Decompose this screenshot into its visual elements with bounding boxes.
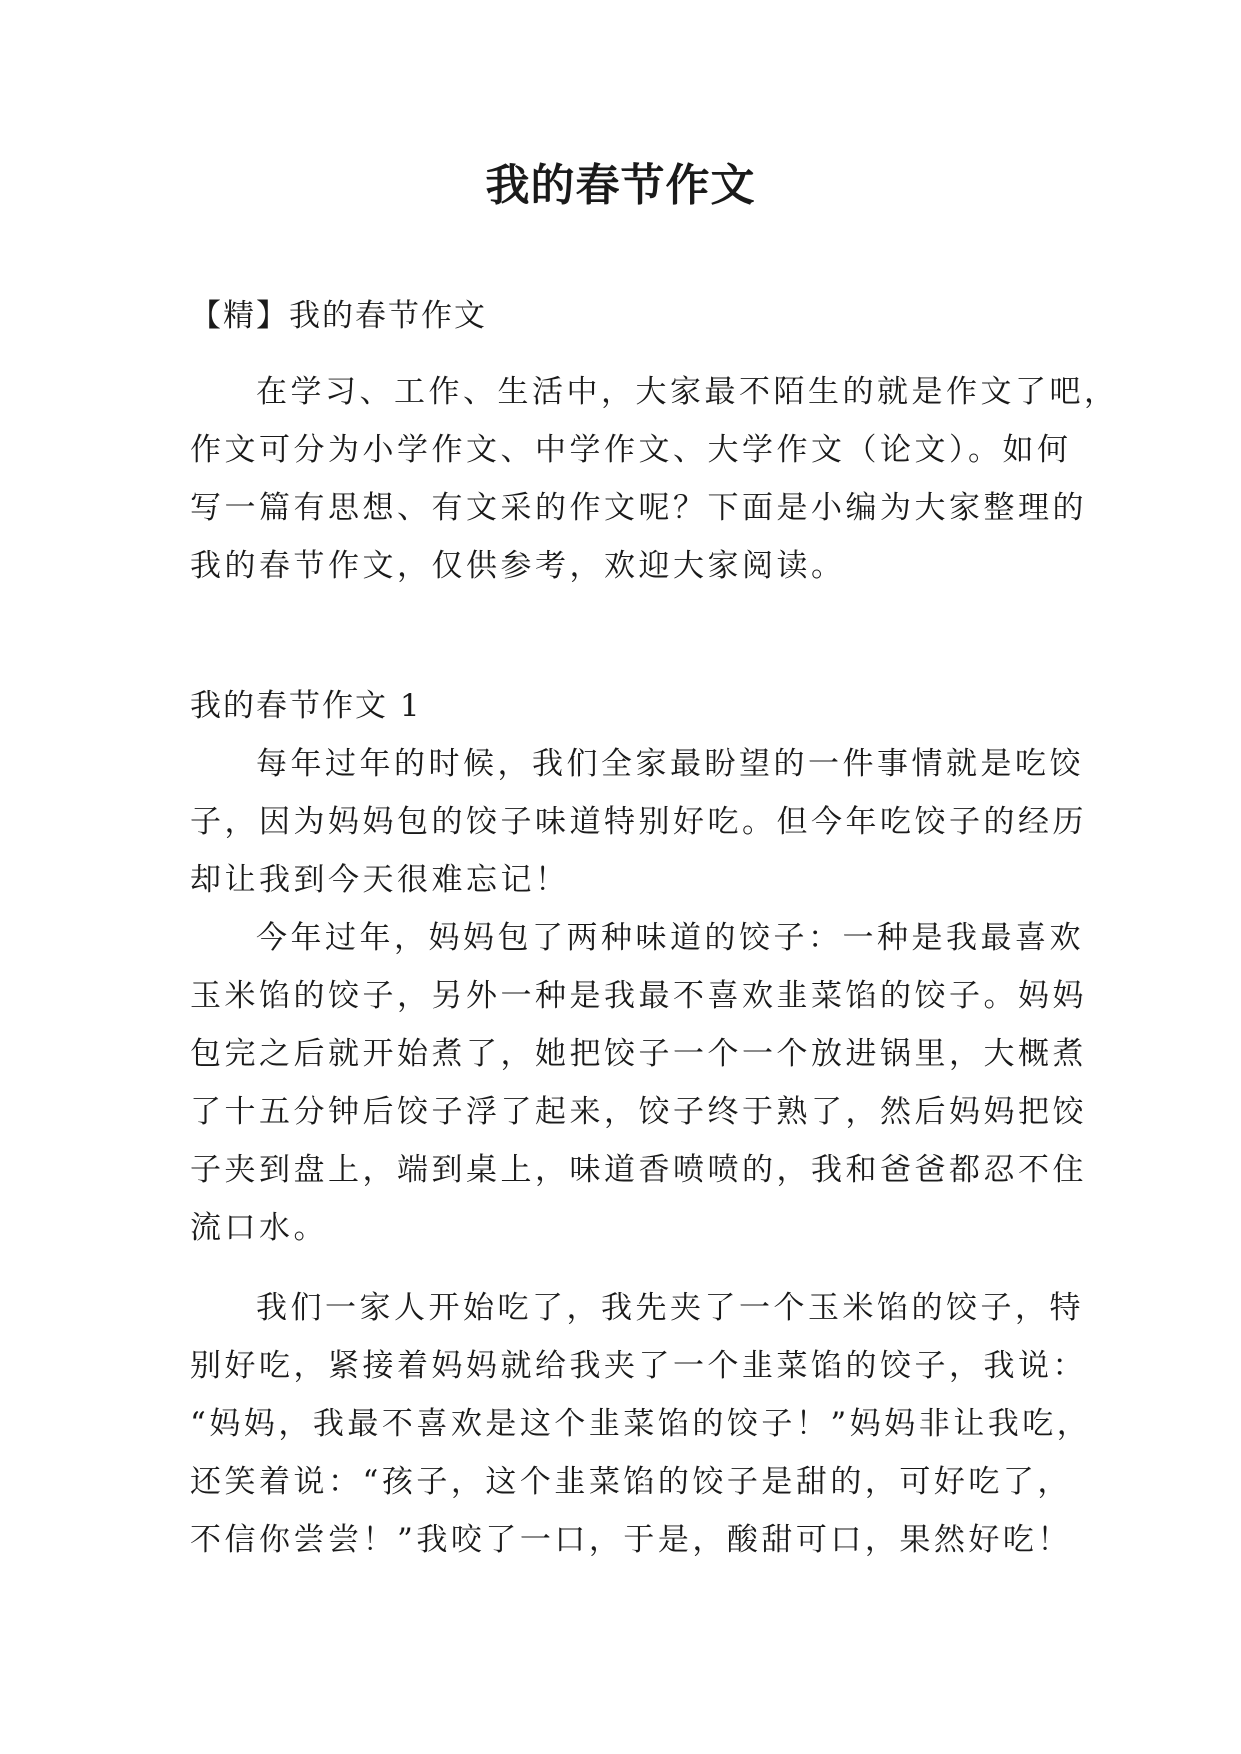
- document-subtitle: 【精】我的春节作文: [190, 298, 487, 334]
- paragraph-line: 还笑着说：“孩子，这个韭菜馅的饺子是甜的，可好吃了，: [190, 1464, 1072, 1500]
- paragraph-line: 流口水。: [190, 1210, 328, 1246]
- paragraph-line: 今年过年，妈妈包了两种味道的饺子：一种是我最喜欢: [256, 920, 1084, 956]
- paragraph-line: 别好吃，紧接着妈妈就给我夹了一个韭菜馅的饺子，我说：: [190, 1348, 1087, 1384]
- paragraph-line: 子夹到盘上，端到桌上，味道香喷喷的，我和爸爸都忍不住: [190, 1152, 1087, 1188]
- intro-line: 写一篇有思想、有文采的作文呢？下面是小编为大家整理的: [190, 490, 1087, 526]
- paragraph-line: 了十五分钟后饺子浮了起来，饺子终于熟了，然后妈妈把饺: [190, 1094, 1087, 1130]
- section-heading: 我的春节作文 1: [190, 688, 422, 724]
- intro-line: 在学习、工作、生活中，大家最不陌生的就是作文了吧，: [256, 374, 1119, 410]
- document-title: 我的春节作文: [485, 160, 756, 211]
- paragraph-line: 我们一家人开始吃了，我先夹了一个玉米馅的饺子，特: [256, 1290, 1084, 1326]
- paragraph-line: 玉米馅的饺子，另外一种是我最不喜欢韭菜馅的饺子。妈妈: [190, 978, 1087, 1014]
- paragraph-line: 每年过年的时候，我们全家最盼望的一件事情就是吃饺: [256, 746, 1084, 782]
- paragraph-line: 却让我到今天很难忘记！: [190, 862, 570, 898]
- paragraph-line: 不信你尝尝！”我咬了一口，于是，酸甜可口，果然好吃！: [190, 1522, 1072, 1558]
- paragraph-line: 包完之后就开始煮了，她把饺子一个一个放进锅里，大概煮: [190, 1036, 1087, 1072]
- paragraph-line: “妈妈，我最不喜欢是这个韭菜馅的饺子！”妈妈非让我吃，: [190, 1406, 1092, 1442]
- intro-line: 作文可分为小学作文、中学作文、大学作文（论文）。如何: [190, 432, 1072, 468]
- paragraph-line: 子，因为妈妈包的饺子味道特别好吃。但今年吃饺子的经历: [190, 804, 1087, 840]
- intro-line: 我的春节作文，仅供参考，欢迎大家阅读。: [190, 548, 846, 584]
